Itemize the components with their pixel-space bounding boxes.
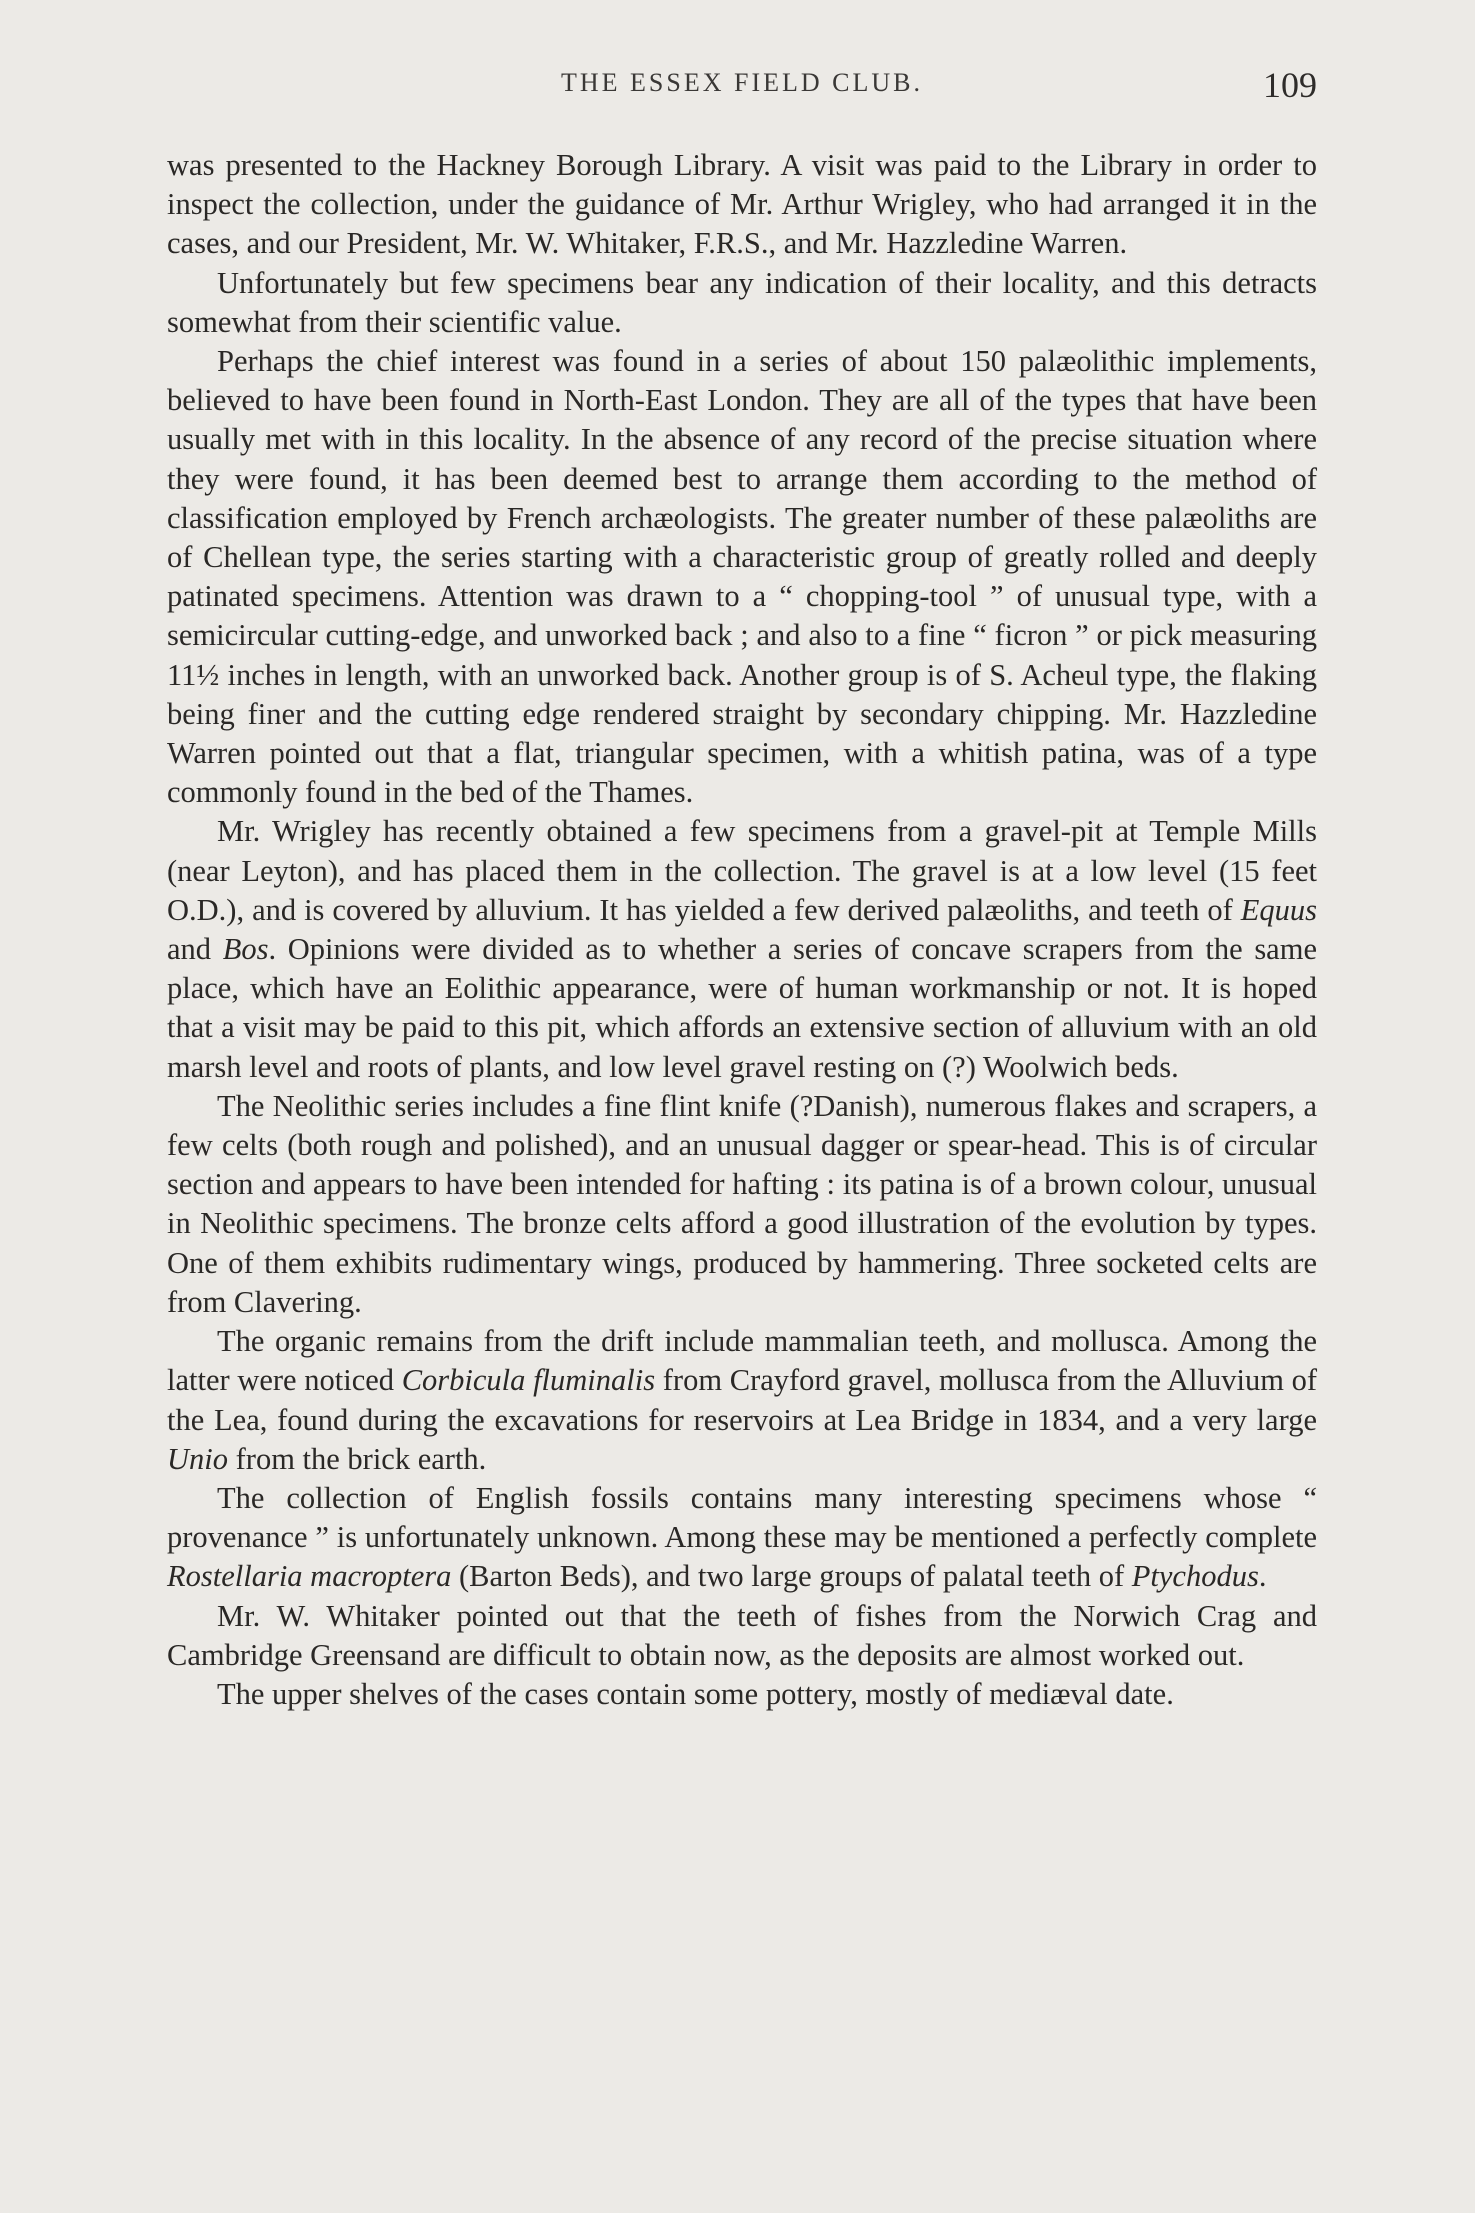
paragraph [167, 1479, 1317, 1597]
paragraph [167, 812, 1317, 1086]
text-run: was presented to the Hackney Borough Library. A visit was paid to the Library in order to inspect the collection, under the guidance of Mr. Arthur Wrigley, who had arranged it in the cases, and our President, Mr. W. Whitaker, F.R.S., and Mr. Hazzledine Warren. [167, 148, 1317, 261]
italic-term: Bos [222, 932, 269, 967]
italic-term: Rostellaria macroptera [167, 1559, 452, 1594]
text-run: Unfortunately but few specimens bear any indication of their locality, and this detracts somewhat from their scientific value. [167, 265, 1317, 339]
italic-term: Unio [167, 1441, 228, 1476]
paragraph [167, 1597, 1317, 1675]
text-run: . Opinions were divided as to whether a series of concave scrapers from the same place, which have an Eolithic appearance, were of human workmanship or not. It is hoped that a visit may be paid to this pit, which affords an extensive section of alluvium with an old marsh level and roots of plants, and low level gravel resting on (?) Woolwich beds. [167, 932, 1317, 1084]
italic-term: Ptychodus [1131, 1559, 1259, 1594]
text-run: from Crayford gravel, mollusca from the Alluvium of the Lea, found during the excavations for reservoirs at Lea Bridge in 1834, and a very large [167, 1363, 1317, 1437]
text-run: The Neolithic series includes a fine flint knife (?Danish), numerous flakes and scrapers, a few celts (both rough and polished), and an unusual dagger or spear-head. This is of circular section and appears to have been intended for hafting : its patina is of a brown colour, unusual in Neolithic specimens. The bronze celts afford a good illustration of the evolution by types. One of them exhibits rudimentary wings, produced by hammering. Three socketed celts are from Clavering. [167, 1088, 1317, 1319]
text-run: (Barton Beds), and two large groups of palatal teeth of [451, 1559, 1132, 1594]
text-run: . [1258, 1559, 1267, 1594]
body-text [167, 146, 1317, 1714]
italic-term: Corbicula fluminalis [401, 1363, 656, 1398]
running-title: THE ESSEX FIELD CLUB. [561, 68, 923, 97]
page-number: 109 [1263, 65, 1317, 105]
paragraph [167, 342, 1317, 812]
text-run: The collection of English fossils contains many interesting specimens whose “ provenance ” is unfortunately unknown. Among these may be mentioned a perfectly complete [167, 1480, 1317, 1555]
text-run: The upper shelves of the cases contain some pottery, mostly of mediæval date. [217, 1676, 1174, 1711]
running-header [167, 65, 1317, 118]
text-run: The organic remains from the drift include mammalian teeth, and mollusca. Among the latter were noticed [167, 1324, 1317, 1398]
italic-term: Equus [1240, 892, 1317, 927]
text-run: Perhaps the chief interest was found in a series of about 150 palæolithic implements, believed to have been found in North-East London. They are all of the types that have been usually met with in this locality. In the absence of any record of the precise situation where they were found, it has been deemed best to arrange them according to the method of classification employed by French archæologists. The greater number of these palæoliths are of Chellean type, the series starting with a characteristic group of greatly rolled and deeply patinated specimens. Attention was drawn to a “ chopping-tool ” of unusual type, with a semicircular cutting-edge, and unworked back ; and also to a fine “ ficron ” or pick measuring 11½ inches in length, with an unworked back. Another group is of S. Acheul type, the flaking being finer and the cutting edge rendered straight by secondary chipping. Mr. Hazzledine Warren pointed out that a flat, triangular specimen, with a whitish patina, was of a type commonly found in the bed of the Thames. [167, 344, 1317, 810]
text-run: Mr. W. Whitaker pointed out that the teeth of fishes from the Norwich Crag and Cambridge Greensand are difficult to obtain now, as the deposits are almost worked out. [167, 1598, 1317, 1672]
paragraph [167, 146, 1317, 264]
paragraph [167, 1322, 1317, 1479]
paragraph [167, 264, 1317, 342]
text-run: Mr. Wrigley has recently obtained a few specimens from a gravel-pit at Temple Mills (near Leyton), and has placed them in the collection. The gravel is at a low level (15 feet O.D.), and is covered by alluvium. It has yielded a few derived palæoliths, and teeth of [167, 814, 1317, 927]
paragraph [167, 1675, 1317, 1714]
paragraph [167, 1087, 1317, 1322]
text-run: from the brick earth. [228, 1441, 487, 1476]
text-run: and [167, 932, 223, 967]
